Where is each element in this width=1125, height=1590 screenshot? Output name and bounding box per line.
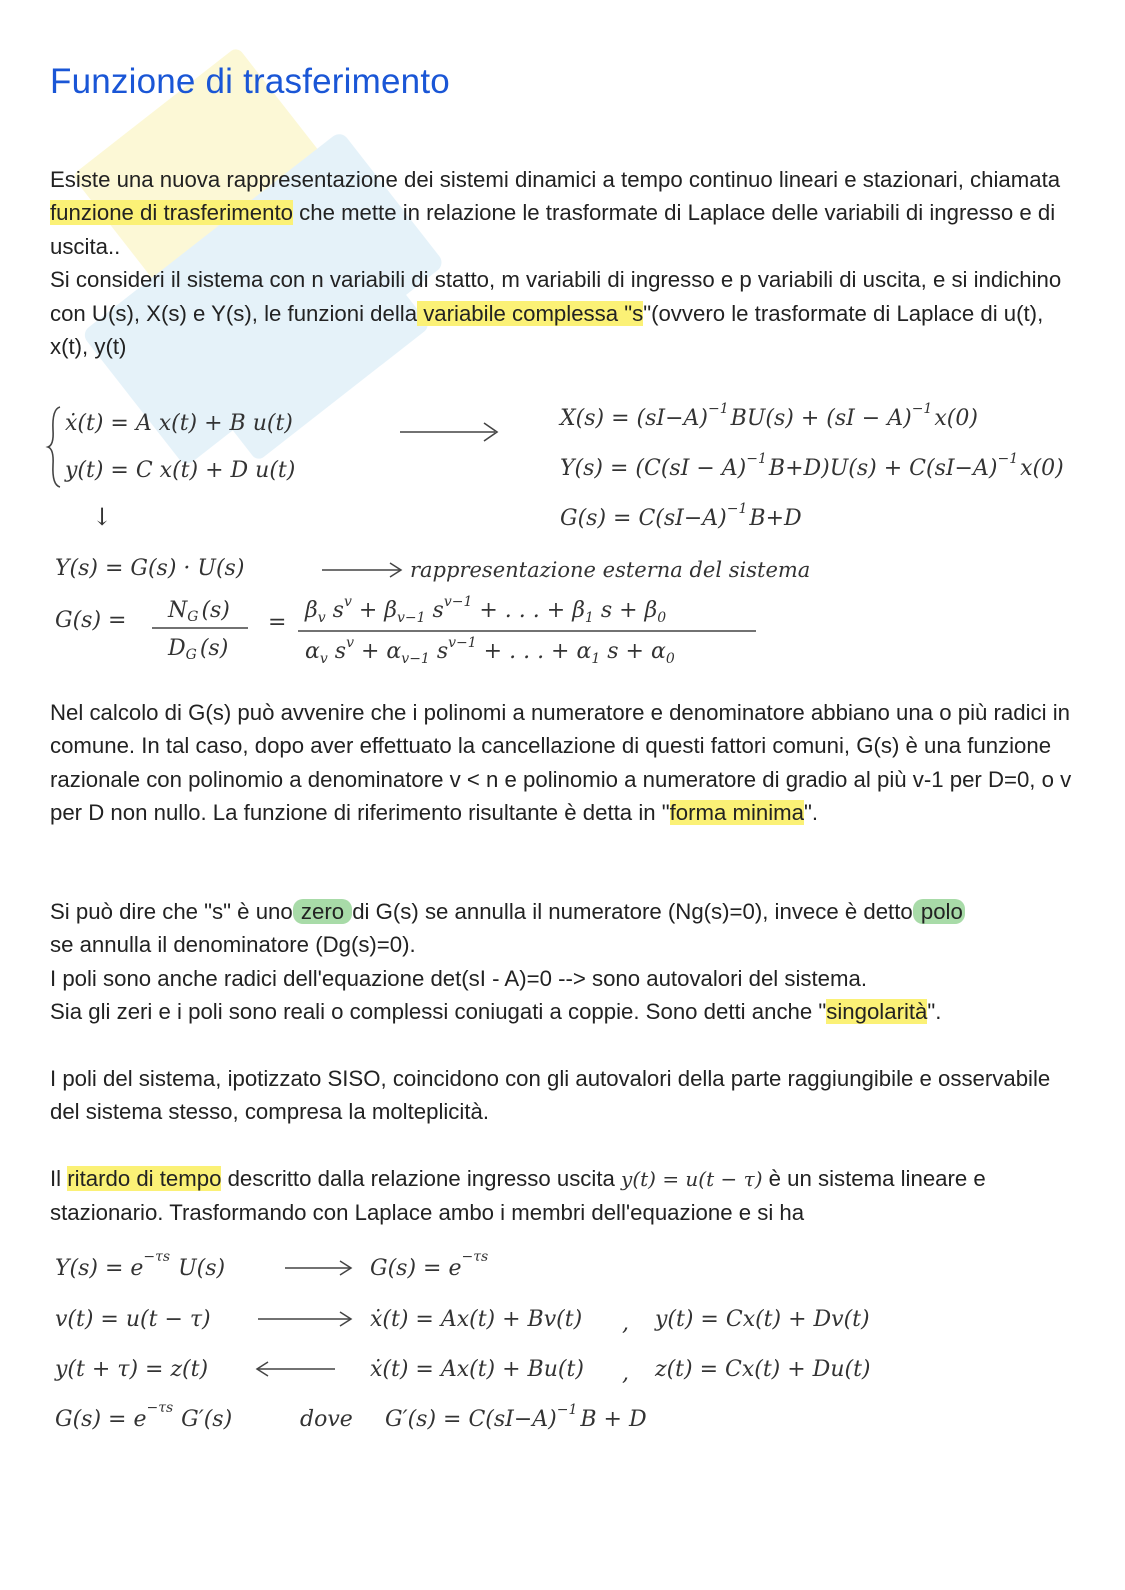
- delayed-transfer-function: $G(s) = e^{-\tau s}$ G′(s): [55, 1400, 233, 1432]
- io-relation: Y(s) = G(s) · U(s): [55, 556, 245, 581]
- state-eq-u: ẋ(t) = Ax(t) + Bu(t): [370, 1357, 584, 1382]
- g-numerator: NG (s): [168, 598, 230, 625]
- svg-text:,: ,: [622, 1311, 629, 1336]
- dove-word: dove: [300, 1407, 353, 1432]
- delay-relation-inline: y(t) = u(t − τ): [621, 1167, 763, 1191]
- highlight-singolarita: singolarità: [826, 999, 928, 1025]
- g-prime-definition: $G'(s) = C(sI-A)^{-1}$ B + D: [385, 1402, 647, 1432]
- siso-paragraph: I poli del sistema, ipotizzato SISO, coincidono con gli autovalori della parte raggiungibile e osservabile del sistema stesso, compresa la molteplicità.: [50, 1066, 1051, 1125]
- output-eq-v: y(t) = Cx(t) + Dv(t): [655, 1307, 870, 1332]
- g-lhs: G(s) =: [55, 608, 127, 633]
- highlight-zero: zero: [294, 899, 351, 924]
- zeros-poles-paragraph: Si può dire che "s" è uno zero di G(s) se annulla il numeratore (Ng(s)=0), invece è detto polo se annulla il denominatore (Dg(s)=0). I poli sono anche radici dell'equazione det(sI - A)=0 --> sono autovalori del sistema. Sia gli zeri e i poli sono reali o complessi coniugati a coppie. Sono detti anche "singolarità".: [50, 899, 963, 1025]
- ys-expression: $Y(s) = (C(sI - A)^{-1}B+D)U(s) + C(sI-A)^{-1}x(0)$: [560, 451, 1064, 481]
- state-eq-v: ẋ(t) = Ax(t) + Bv(t): [370, 1307, 583, 1332]
- highlight-funzione-di-trasferimento: funzione di trasferimento: [50, 200, 293, 226]
- output-equation: y(t) = C x(t) + D u(t): [65, 458, 296, 483]
- handwritten-state-space-block: [0, 385, 1125, 675]
- handwritten-delay-block: [0, 1240, 1125, 1450]
- page-title: Funzione di trasferimento: [50, 62, 450, 101]
- equals-sign: =: [268, 610, 287, 635]
- advanced-output: y(t + τ) = z(t): [55, 1357, 209, 1382]
- external-representation-note: rappresentazione esterna del sistema: [410, 558, 811, 582]
- highlight-polo: polo: [914, 899, 963, 924]
- intro-paragraph: Esiste una nuova rappresentazione dei sistemi dinamici a tempo continuo lineari e stazionari, chiamata funzione di trasferimento che mette in relazione le trasformate di Laplace delle variabili di ingresso e di uscita.. Si consideri il sistema con n variabili di statto, m variabili di ingresso e p variabili di uscita, e si indichino con U(s), X(s) e Y(s), le funzioni della variabile complessa "s"(ovvero le trasformate di Laplace di u(t), x(t), y(t): [50, 167, 1062, 360]
- gs-expression: $G(s) = C(sI-A)^{-1}B+D$: [560, 501, 802, 531]
- highlight-ritardo-di-tempo: ritardo di tempo: [67, 1166, 222, 1191]
- denominator-polynomial: $\alpha_v$ $s^v + \alpha_{v-1}$ $s^{v-1}$ + . . . + $\alpha_1$ $s + \alpha_0$: [305, 635, 675, 667]
- minimal-form-paragraph: Nel calcolo di G(s) può avvenire che i polinomi a numeratore e denominatore abbiano una o più radici in comune. In tal caso, dopo aver effettuato la cancellazione di questi fattori comuni, G(s) è una funzione razionale con polinomio a denominatore v < n e polinomio a numeratore di gradio al più v-1 per D=0, o v per D non nullo. La funzione di riferimento risultante è detta in "forma minima".: [50, 700, 1072, 826]
- time-delay-paragraph: Il ritardo di tempo descritto dalla relazione ingresso uscita y(t) = u(t − τ) è un sistema lineare e stazionario. Trasformando con Laplace ambo i membri dell'equazione e si ha: [50, 1166, 986, 1226]
- highlight-forma-minima: forma minima: [669, 800, 805, 826]
- highlight-variabile-complessa: variabile complessa "s: [417, 300, 644, 326]
- xs-expression: $X(s) = (sI-A)^{-1}BU(s) + (sI - A)^{-1}x(0)$: [560, 401, 978, 431]
- delayed-input: v(t) = u(t − τ): [55, 1307, 211, 1332]
- delay-transfer-function: $G(s) = e^{-\tau s}$: [370, 1249, 489, 1281]
- numerator-polynomial: $\beta_v$ $s^v + \beta_{v-1}$ $s^{v-1}$ + . . . + $\beta_1$ $s + \beta_0$: [305, 594, 667, 626]
- output-eq-z: z(t) = Cx(t) + Du(t): [655, 1357, 871, 1382]
- delay-laplace: $Y(s) = e^{-\tau s}$ U(s): [55, 1249, 226, 1281]
- g-denominator: DG (s): [168, 636, 229, 663]
- svg-text:,: ,: [622, 1361, 629, 1386]
- state-equation: ẋ(t) = A x(t) + B u(t): [65, 411, 293, 436]
- down-arrow: ↓: [92, 503, 113, 531]
